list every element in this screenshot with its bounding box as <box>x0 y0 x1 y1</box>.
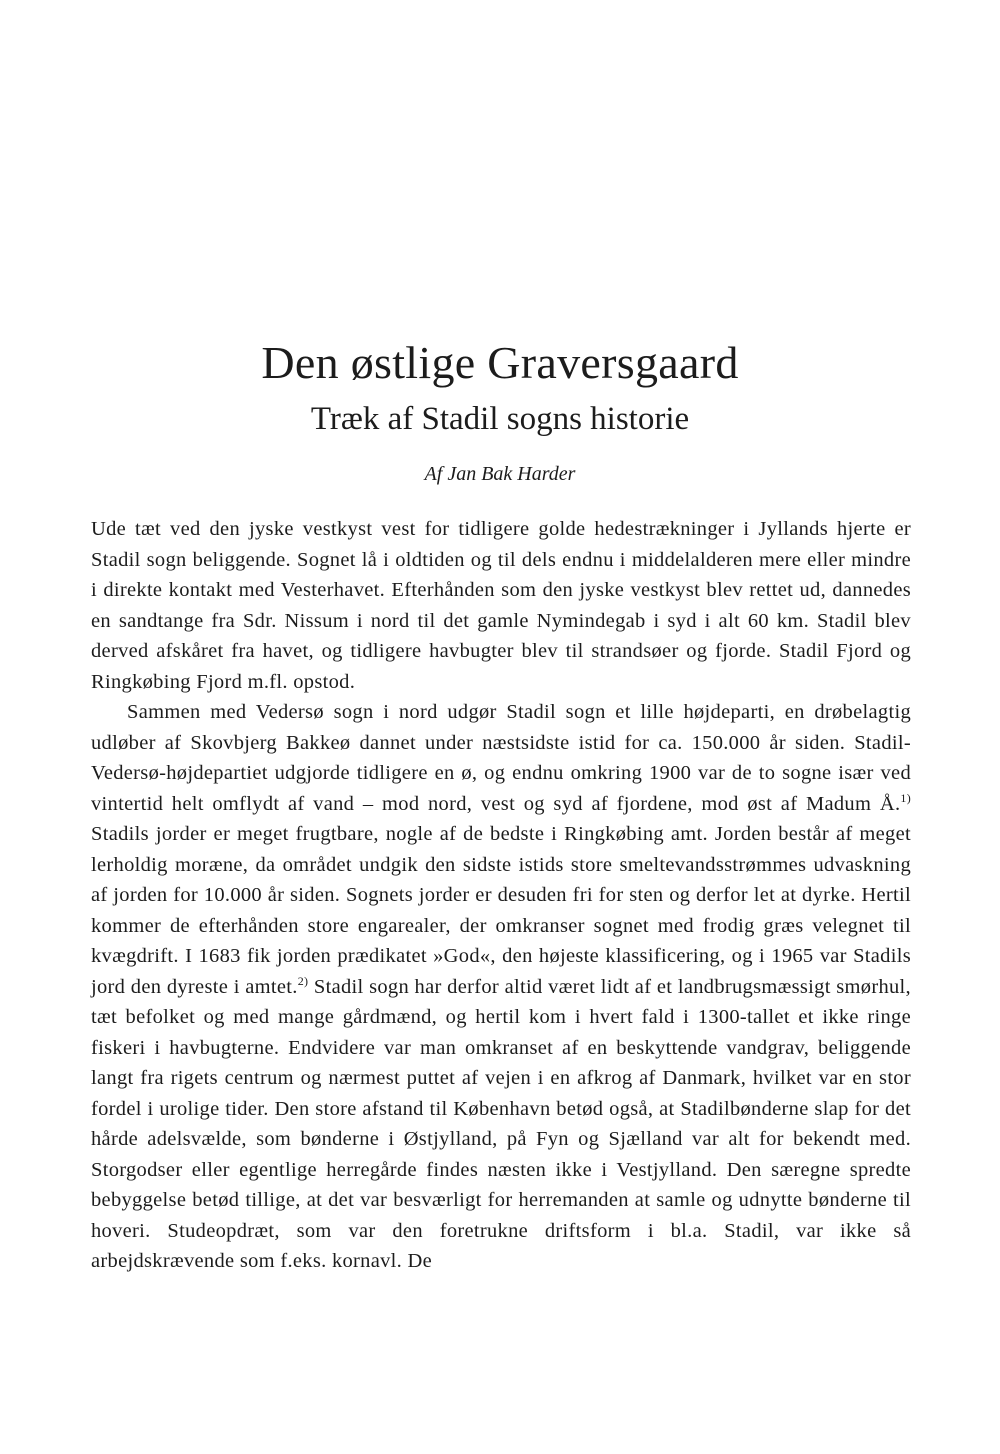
article-body <box>91 514 911 1277</box>
paragraph-2-part-a: Sammen med Vedersø sogn i nord udgør Stadil sogn et lille højdeparti, en drøbelagtig udløber af Skovbjerg Bakkeø dannet under næstsidste istid for ca. 150.000 år siden. Stadil-Vedersø-højdepartiet udgjorde tidligere en ø, og endnu omkring 1900 var de to sogne især ved vintertid helt omflydt af vand – mod nord, vest og syd af fjordene, mod øst af Madum Å. <box>91 701 911 815</box>
article-subtitle: Træk af Stadil sogns historie <box>310 401 690 437</box>
footnote-ref-1: 1) <box>900 790 911 805</box>
article-title: Den østlige Graversgaard <box>261 337 739 388</box>
footnote-ref-2: 2) <box>297 973 309 988</box>
paragraph-2-part-c: Stadil sogn har derfor altid været lidt af et landbrugsmæssigt smørhul, tæt befolket og med mange gårdmænd, og hertil kom i hvert fald i 1300-tallet et ikke ringe fiskeri i havbugterne. Endvidere var man omkranset af en beskyttende vandgrav, beliggende langt fra rigets centrum og nærmest puttet af vejen i en afkrog af Danmark, hvilket var en stor fordel i urolige tider. Den store afstand til København betød også, at Stadilbønderne slap for det hårde adelsvælde, som bønderne i Østjylland, på Fyn og Sjælland var alt for bekendt med. Storgodser eller egentlige herregårde findes næsten ikke i Vestjylland. Den særegne spredte bebyggelse betød tillige, at det var besværligt for herremanden at samle og udnytte bønderne til hoveri. Studeopdræt, som var den foretrukne driftsform i bl.a. Stadil, var ikke så arbejdskrævende som f.eks. kornavl. De <box>91 975 911 1272</box>
author-byline: Af Jan Bak Harder <box>424 463 576 485</box>
paragraph-2-part-b: Stadils jorder er meget frugtbare, nogle af de bedste i Ringkøbing amt. Jorden består af meget lerholdig moræne, da området undgik den sidste istids store smeltevandsstrømmes udvaskning af jorden for 10.000 år siden. Sognets jorder er desuden fri for sten og derfor let at dyrke. Hertil kommer de efterhånden store engarealer, der omkranser sognet med frodig græs velegnet til kvægdrift. I 1683 fik jorden prædikatet »God«, den højeste klassificering, og i 1965 var Stadils jord den dyreste i amtet. <box>91 823 911 998</box>
paragraph-1: Ude tæt ved den jyske vestkyst vest for tidligere golde hedestrækninger i Jyllands hjerte er Stadil sogn beliggende. Sognet lå i oldtiden og til dels endnu i middelalderen mere eller mindre i direkte kontakt med Vesterhavet. Efterhånden som den jyske vestkyst blev rettet ud, dannedes en sandtange fra Sdr. Nissum i nord til det gamle Nymindegab i syd i alt 60 km. Stadil blev derved afskåret fra havet, og tidligere havbugter blev til strandsøer og fjorde. Stadil Fjord og Ringkøbing Fjord m.fl. opstod. <box>91 518 911 693</box>
paragraph-2 <box>91 697 911 1277</box>
